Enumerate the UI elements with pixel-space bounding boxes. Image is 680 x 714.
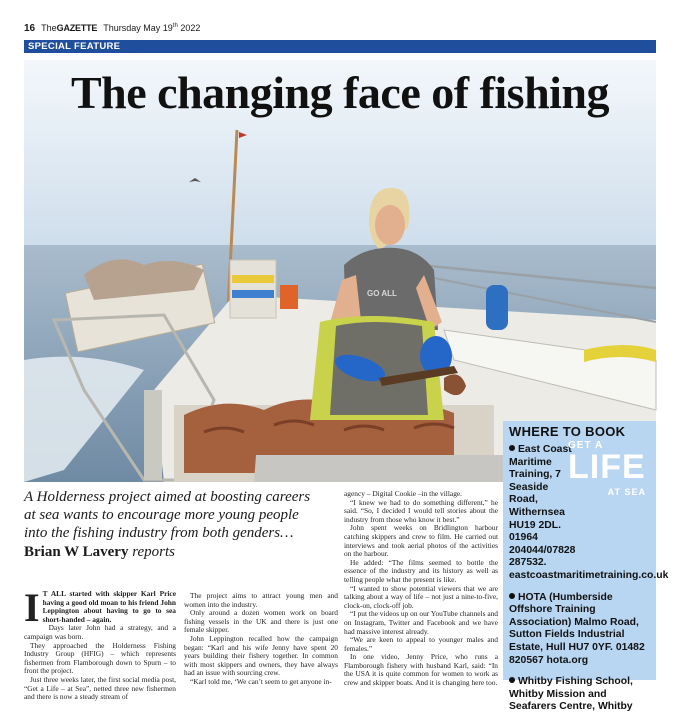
fishing-boat-illustration [24, 60, 656, 486]
drop-cap: I [24, 585, 40, 630]
article-column-1 [24, 585, 176, 702]
yellow-crate [232, 275, 274, 283]
get-a-life-logo [568, 440, 654, 502]
byline [24, 543, 324, 561]
logo-at-sea: AT SEA [607, 487, 646, 497]
blue-crate [232, 290, 274, 298]
entry-text: HOTA (Humberside Offshore Training Association) Malmo Road, Sutton Fields Industrial Estate, Hull HU7 0YF. 01482 820567 hota.org [509, 591, 645, 666]
issue-date [103, 23, 200, 33]
paragraph: agency – Digital Cookie –in the village. [344, 489, 463, 498]
paragraph: In one video, Jenny Price, who runs a Flamborough fishery with husband Karl, said: “In the USA it is quite common for women to work as crew and skipper boats. And it is changing here too. [344, 652, 498, 688]
booking-entry [509, 592, 650, 668]
paragraph: The project aims to attract young men and women into the industry. [184, 591, 338, 609]
standfirst: A Holderness project aimed at boosting careers at sea wants to encourage more young people into the fishing industry from both genders… [24, 489, 311, 541]
booking-entry [509, 676, 650, 714]
vest-logo-text: GO ALL [367, 289, 397, 298]
entry-text: Whitby Fishing School, Whitby Mission and Seafarers Centre, Whitby [509, 676, 633, 713]
page-header [24, 20, 656, 36]
headline: The changing face of fishing [70, 67, 610, 118]
entry-text: East Coast Maritime Training, 7 Seaside Road, Withernsea HU19 2DL. 01964 204044/07828 287532. eastcoastmaritimetraining.co.uk [509, 444, 669, 581]
article-column-3 [344, 490, 498, 688]
section-band: SPECIAL FEATURE [24, 40, 656, 53]
blue-buoy [486, 285, 508, 330]
paper-prefix: The [41, 23, 57, 33]
feature-photo [24, 60, 656, 486]
winch-post [144, 390, 162, 480]
paragraph: They approached the Holderness Fishing Industry Group (HFIG) – which represents fishermen from Flamborough down to Spurn – to front the project. [24, 640, 176, 676]
paragraph: John Leppington recalled how the campaign began: “Karl and his wife Jenny have spent 20 years building their fishery together. In common with most skippers and owners, they have always had an issue with sourcing crew. [184, 633, 338, 678]
bullet-icon [509, 677, 515, 683]
lead-paragraph [24, 585, 176, 630]
paragraph: “I put the videos up on our YouTube channels and on Instagram, Twitter and Facebook and we have had massive interest already. [344, 609, 498, 636]
paper-logo [41, 23, 97, 33]
bullet-icon [509, 593, 515, 599]
paper-name: GAZETTE [56, 23, 98, 33]
paragraph: John spent weeks on Bridlington harbour catching skippers and crew to film. He carried out interviews and took aerial photos of the activities on the harbour. [344, 523, 498, 559]
crate-stack [230, 260, 276, 318]
lead-text: T ALL started with skipper Karl Price having a good old moan to his friend John Leppington about having to go to sea short-handed – again. [42, 589, 176, 624]
paragraph: He added: “The films seemed to bottle the essence of the industry and its history as well as telling people what the present is like. [344, 557, 498, 584]
metal-tray-edge [254, 455, 506, 482]
byline-suffix: reports [132, 544, 175, 560]
paragraph: Just three weeks later, the first social media post, “Get a Life – at Sea”, netted three new fishermen and there is now a steady stream of [24, 674, 176, 702]
paragraph: Days later John had a strategy, and a campaign was born. [24, 623, 176, 641]
paragraph: Only around a dozen women work on board fishing vessels in the UK and there is just one female skipper. [184, 608, 338, 635]
page-number: 16 [24, 22, 36, 34]
logo-get-a: GET A [568, 440, 604, 451]
date-suffix: th [172, 23, 178, 29]
author-name: Brian W Lavery [24, 544, 129, 560]
where-to-book-title: WHERE TO BOOK [509, 424, 626, 439]
article-column-2 [184, 592, 338, 687]
paragraph: “I knew we had to do something different,” he said. “So, I decided I would tell stories about the industry from those who know it best.” [344, 497, 498, 524]
date-year: 2022 [180, 23, 201, 33]
logo-life: LIFE [568, 448, 646, 486]
orange-crate [280, 285, 298, 309]
date-text: Thursday May 19 [103, 23, 173, 33]
paragraph: “I wanted to show potential viewers that we are talking about a way of life – not just a nine-to-five, clock-on, clock-off job. [344, 583, 498, 610]
paragraph: “Karl told me, ‘We can’t seem to get anyone in- [190, 676, 332, 686]
fisher-face [375, 205, 405, 245]
paragraph: “We are keen to appeal to younger males and females.” [344, 635, 498, 653]
bullet-icon [509, 445, 515, 451]
